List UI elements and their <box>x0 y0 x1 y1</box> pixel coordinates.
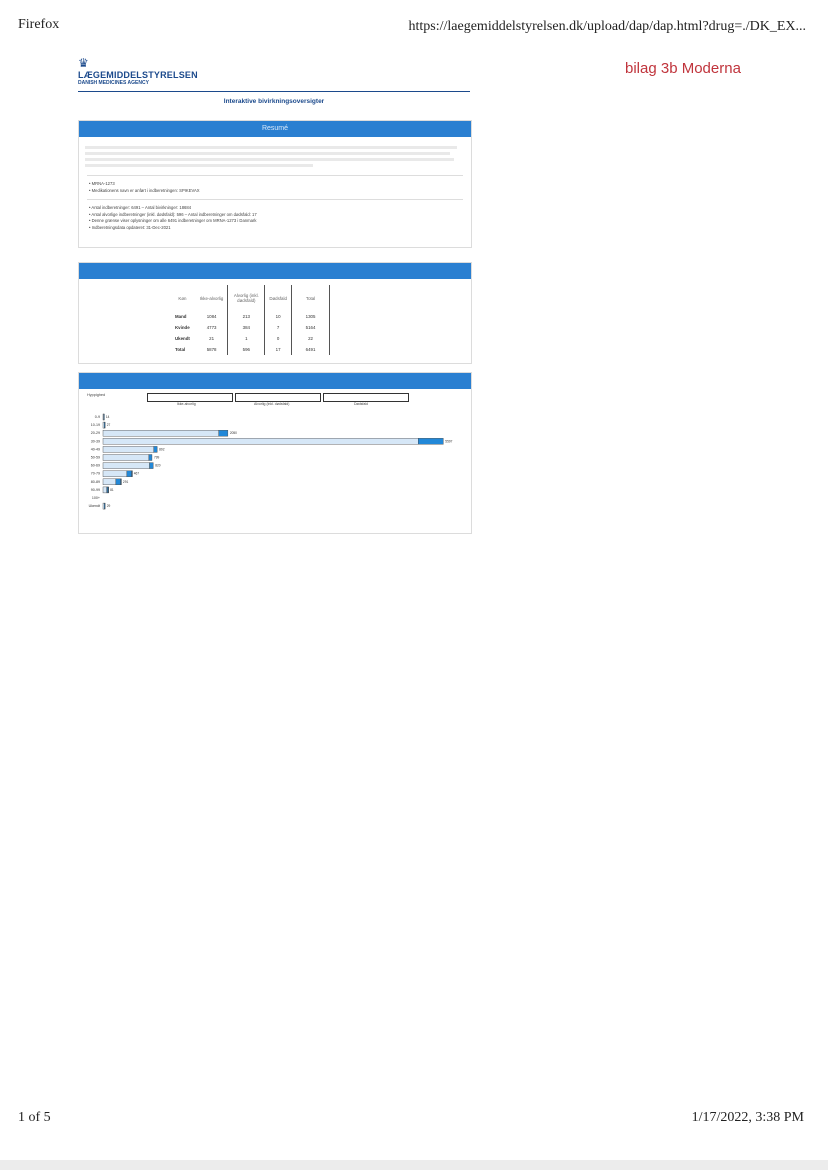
annex-stamp: bilag 3b Moderna <box>625 60 741 77</box>
bar-data-label: 2050 <box>229 431 237 436</box>
table-cell: 4773 <box>196 322 228 333</box>
bar-segment <box>116 479 121 485</box>
table-row <box>169 344 330 355</box>
logo-name: LÆGEMIDDELSTYRELSEN <box>78 70 198 80</box>
gender-table-panel <box>78 262 472 364</box>
table-cell: 17 <box>265 344 292 355</box>
bar-segment <box>103 438 418 444</box>
table-row <box>169 333 330 344</box>
bar-segment <box>154 446 157 452</box>
bar-data-label: 291 <box>122 479 129 484</box>
age-chart-panel <box>78 372 472 534</box>
bar-segment <box>103 503 104 509</box>
viewer-bottom-bar <box>0 1160 828 1170</box>
bar-segment <box>103 422 104 428</box>
crown-icon: ♛ <box>78 56 89 70</box>
bar-segment <box>104 414 105 420</box>
table-cell: 1305 <box>291 311 329 322</box>
table-cell: 5878 <box>196 344 228 355</box>
page-title: Interaktive bivirkningsoversigter <box>223 98 325 105</box>
bar-segment <box>103 463 150 469</box>
table-cell: 1 <box>228 333 265 344</box>
table-cell: 10 <box>265 311 292 322</box>
bar-data-label: 799 <box>153 455 160 460</box>
y-tick-label: 0-9 <box>94 415 100 419</box>
y-tick-label: 50-59 <box>90 455 100 460</box>
table-cell: 0 <box>265 333 292 344</box>
bar-data-label: 14 <box>105 415 110 419</box>
legend-label: Dødsfald <box>354 402 369 406</box>
bar-data-label: 467 <box>133 471 140 476</box>
legend-title: Hyppighed <box>87 393 106 397</box>
y-tick-label: 60-69 <box>90 463 100 468</box>
bullet-item: • Indberetningsdata opdateret: 31-Dec-2021 <box>89 224 171 230</box>
y-tick-label: 10-19 <box>90 423 100 428</box>
chart-legend <box>79 389 471 409</box>
bar-segment <box>108 487 109 493</box>
table-cell: 7 <box>265 322 292 333</box>
bar-data-label: 27 <box>106 423 111 428</box>
table-cell: 21 <box>196 333 228 344</box>
table-cell: 596 <box>228 344 265 355</box>
bar-segment <box>104 422 105 428</box>
divider <box>87 199 463 200</box>
table-cell: 213 <box>228 311 265 322</box>
resume-intro <box>79 137 471 172</box>
resume-list-1 <box>79 179 471 196</box>
y-tick-label: 80-89 <box>90 479 100 484</box>
col-header: Køn <box>178 295 187 301</box>
bullet-item: • Antal alvorlige indberetninger (inkl. dødsfald): 596 – Antal indberetninger om dødsfald: 17 <box>89 211 257 217</box>
y-tick-label: 90-99 <box>90 487 100 492</box>
y-tick-label: 30-39 <box>90 439 100 444</box>
col-header: Total <box>291 285 329 311</box>
bar-data-label: 29 <box>106 504 111 509</box>
bullet-item: • Denne grænse viser oplysninger om alle 6491 indberetninger om MRNA-1273 i Danmark <box>89 218 257 223</box>
y-tick-label: Ukendt <box>88 504 100 509</box>
chart-header-bar <box>79 373 471 389</box>
bar-segment <box>418 438 443 444</box>
bar-segment <box>150 463 154 469</box>
page-counter: 1 of 5 <box>18 1110 51 1125</box>
bullet-item: • MRNA-1273 <box>89 181 115 186</box>
agency-logo <box>78 58 198 86</box>
legend-label: Alvorlig (inkl. dødsfald) <box>254 402 290 406</box>
y-tick-label: 100+ <box>91 496 100 500</box>
legend-swatch-dark <box>323 393 409 402</box>
table-cell: 6491 <box>291 344 329 355</box>
bar-data-label: 820 <box>155 463 161 468</box>
col-header: Dødsfald <box>265 285 292 311</box>
divider <box>87 175 463 176</box>
page-url: https://laegemiddelstyrelsen.dk/upload/dap/dap.html?drug=./DK_EX... <box>408 19 806 34</box>
browser-app-name: Firefox <box>18 17 60 32</box>
printed-document <box>78 58 470 538</box>
legend-swatch-light <box>147 393 233 402</box>
gender-table <box>169 285 330 355</box>
bar-segment <box>132 471 133 477</box>
bullet-item: • Antal indberetninger: 6491 – Antal bivirkninger: 18684 <box>89 205 192 210</box>
y-tick-label: 20-29 <box>90 431 100 436</box>
col-header: Ikke-alvorlig <box>196 285 228 311</box>
bar-segment <box>103 455 149 461</box>
table-row <box>169 311 330 322</box>
bar-segment <box>103 471 127 477</box>
bullet-item: • Medikationens navn er anført i indberetningen: SPIKEVAX <box>89 187 200 193</box>
bar-segment <box>103 430 219 436</box>
bar-segment <box>121 479 122 485</box>
resume-list-2 <box>79 203 471 233</box>
bar-segment <box>219 430 228 436</box>
resume-panel <box>78 120 472 248</box>
bar-segment <box>103 479 116 485</box>
y-tick-label: 70-79 <box>90 471 100 476</box>
bar-segment <box>103 446 154 452</box>
logo-subtitle: DANISH MEDICINES AGENCY <box>78 80 149 86</box>
y-tick-label: 40-49 <box>90 447 100 452</box>
bar-data-label: 81 <box>110 487 114 492</box>
bar-segment <box>103 487 107 493</box>
table-cell: Kvinde <box>175 325 190 330</box>
table-row <box>169 322 330 333</box>
bar-segment <box>104 503 105 509</box>
print-datetime: 1/17/2022, 3:38 PM <box>691 1110 804 1125</box>
table-cell: 5164 <box>291 322 329 333</box>
bar-data-label: 5597 <box>445 439 453 444</box>
table-cell: Total <box>175 347 186 352</box>
bar-data-label: 892 <box>159 447 165 452</box>
table-cell: 22 <box>291 333 329 344</box>
resume-header: Resumé <box>79 121 471 137</box>
age-bar-chart <box>79 409 471 531</box>
table-cell: Ukendt <box>175 336 190 341</box>
table-header-bar <box>79 263 471 279</box>
table-cell: Mand <box>175 314 187 319</box>
bar-segment <box>127 471 132 477</box>
legend-swatch-mid <box>235 393 321 402</box>
col-header: Alvorlig (inkl. dødsfald) <box>228 285 265 311</box>
legend-label: Ikke-alvorlig <box>177 402 196 406</box>
bar-segment <box>149 455 152 461</box>
header-rule <box>78 91 470 92</box>
table-cell: 1084 <box>196 311 228 322</box>
table-cell: 384 <box>228 322 265 333</box>
